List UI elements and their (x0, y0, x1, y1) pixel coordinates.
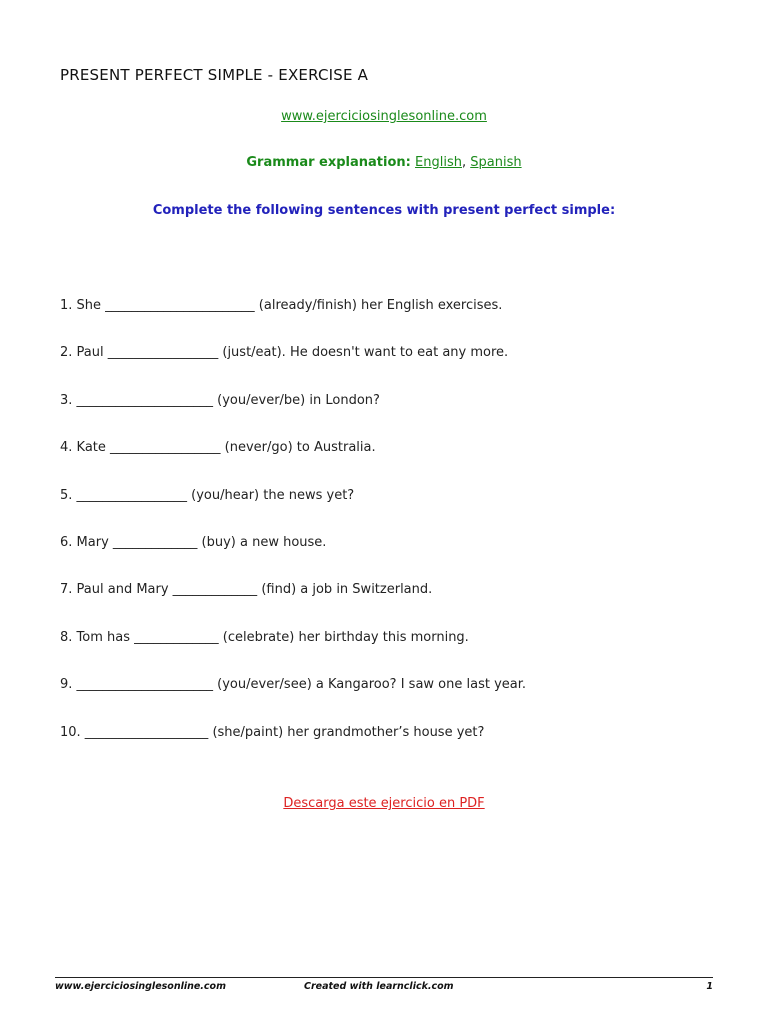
exercise-item-5: 5. _________________ (you/hear) the news yet? (60, 487, 355, 503)
exercise-list (60, 298, 526, 772)
footer-divider (55, 977, 713, 978)
exercise-item-8: 8. Tom has _____________ (celebrate) her birthday this morning. (60, 629, 469, 645)
footer (55, 981, 713, 995)
footer-page-number: 1 (706, 981, 713, 992)
exercise-item-1: 1. She _______________________ (already/finish) her English exercises. (60, 298, 503, 313)
exercise-item-3: 3. _____________________ (you/ever/be) in London? (60, 392, 380, 408)
instructions: Complete the following sentences with present perfect simple: (152, 203, 616, 218)
link-separator: , (461, 155, 467, 170)
grammar-label: Grammar explanation: (246, 155, 411, 170)
exercise-item-2: 2. Paul _________________ (just/eat). He doesn't want to eat any more. (60, 345, 509, 361)
exercise-item-10: 10. ___________________ (she/paint) her grandmother’s house yet? (60, 724, 485, 740)
spanish-link[interactable]: Spanish (470, 155, 522, 170)
page-title: PRESENT PERFECT SIMPLE - EXERCISE A (60, 66, 369, 84)
grammar-explanation (0, 155, 768, 170)
download-pdf-link[interactable]: Descarga este ejercicio en PDF (283, 796, 485, 811)
exercise-item-4: 4. Kate _________________ (never/go) to Australia. (60, 440, 376, 456)
site-link-container (0, 109, 768, 124)
exercise-item-7: 7. Paul and Mary _____________ (find) a job in Switzerland. (60, 582, 433, 598)
site-url-link[interactable]: www.ejerciciosinglesonline.com (281, 109, 487, 124)
exercise-item-6: 6. Mary _____________ (buy) a new house. (60, 534, 327, 550)
download-container (0, 796, 768, 811)
english-link[interactable]: English (415, 155, 462, 170)
footer-site: www.ejerciciosinglesonline.com (55, 981, 226, 992)
exercise-item-9: 9. _____________________ (you/ever/see) a Kangaroo? I saw one last year. (60, 677, 527, 693)
footer-credit: Created with learnclick.com (304, 981, 454, 992)
